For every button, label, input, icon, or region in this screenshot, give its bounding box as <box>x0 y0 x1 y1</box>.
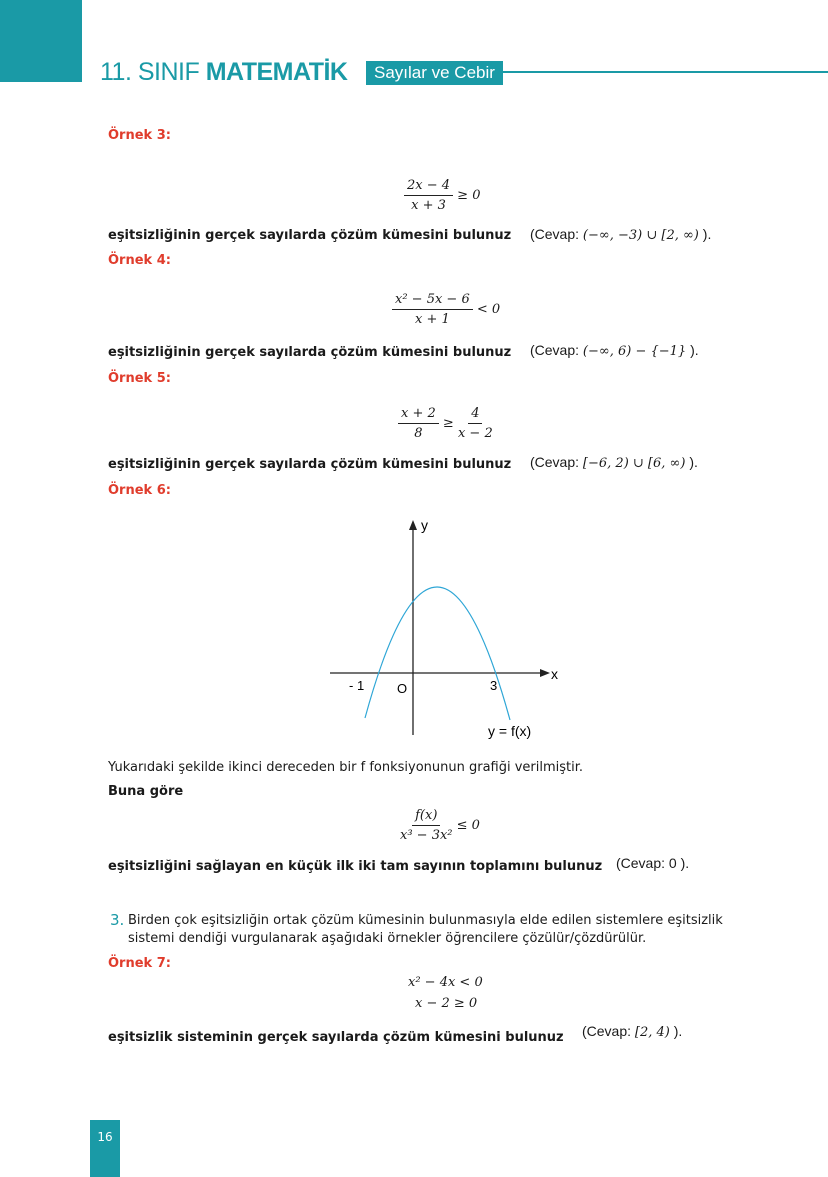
inequality: $\frac{f(x)}{\text{x³ − 3x²}}$ ≤ 0 <box>400 808 480 843</box>
description: Yukarıdaki şekilde ikinci dereceden bir f fonksiyonunun grafiği verilmiştir. <box>108 760 584 775</box>
x-axis-label: x <box>551 666 558 682</box>
question: eşitsizliğini sağlayan en küçük ilk iki tam sayının toplamını bulunuz <box>108 859 603 874</box>
root-label: 3 <box>490 678 498 693</box>
item-number: 3. <box>110 911 125 929</box>
example-label: Örnek 3: <box>108 128 171 143</box>
inequality: $\frac{x + 2}{8}$ ≥ $\frac{4}{x - 2}$ <box>398 406 493 441</box>
answer: (Cevap: (−∞, −3) ∪ [2, ∞) ). <box>530 226 712 243</box>
example-label: Örnek 4: <box>108 253 171 268</box>
root-label: - 1 <box>349 678 365 693</box>
example-label: Örnek 5: <box>108 371 171 386</box>
x-axis-arrow-icon <box>540 669 550 677</box>
corner-block <box>0 0 82 82</box>
question: eşitsizliğinin gerçek sayılarda çözüm kümesini bulunuz <box>108 457 512 472</box>
inequality-2: x − 2 ≥ 0 <box>415 996 478 1011</box>
question: eşitsizliğinin gerçek sayılarda çözüm kümesini bulunuz <box>108 228 512 243</box>
inequality: $\frac{2x - 4}{x + 3}$ ≥ 0 <box>404 178 480 213</box>
parabola-graph <box>320 510 580 750</box>
header-title: 11. SINIF MATEMATİK <box>100 58 348 86</box>
inequality: $\frac{\text{x² − 5x − 6}}{x + 1}$ < 0 <box>392 292 500 327</box>
answer: (Cevap: [2, 4) ). <box>582 1023 683 1040</box>
question: eşitsizliğinin gerçek sayılarda çözüm kümesini bulunuz <box>108 345 512 360</box>
example-label: Örnek 7: <box>108 956 171 971</box>
answer: (Cevap: [−6, 2) ∪ [6, ∞) ). <box>530 454 698 471</box>
example-label: Örnek 6: <box>108 483 171 498</box>
answer: (Cevap: (−∞, 6) − {−1} ). <box>530 342 699 359</box>
origin-label: O <box>397 681 408 696</box>
function-label: y = f(x) <box>488 723 532 739</box>
parabola-curve <box>365 587 510 720</box>
page-number: 16 <box>90 1120 120 1177</box>
question: eşitsizlik sisteminin gerçek sayılarda çözüm kümesini bulunuz <box>108 1030 564 1045</box>
topic-badge: Sayılar ve Cebir <box>366 61 503 85</box>
answer: (Cevap: 0 ). <box>616 855 690 871</box>
y-axis-label: y <box>421 517 428 533</box>
item-text: Birden çok eşitsizliğin ortak çözüm kümesinin bulunmasıyla elde edilen sistemlere eşitsizlik sistemi dendiği vurgulanarak aşağıdaki örnekler öğrencilere çözülür/çözdürülür. <box>128 913 723 946</box>
buna-gore: Buna göre <box>108 784 184 799</box>
y-axis-arrow-icon <box>409 520 417 530</box>
header-rule <box>500 71 828 73</box>
inequality-1: x² − 4x < 0 <box>408 975 483 990</box>
